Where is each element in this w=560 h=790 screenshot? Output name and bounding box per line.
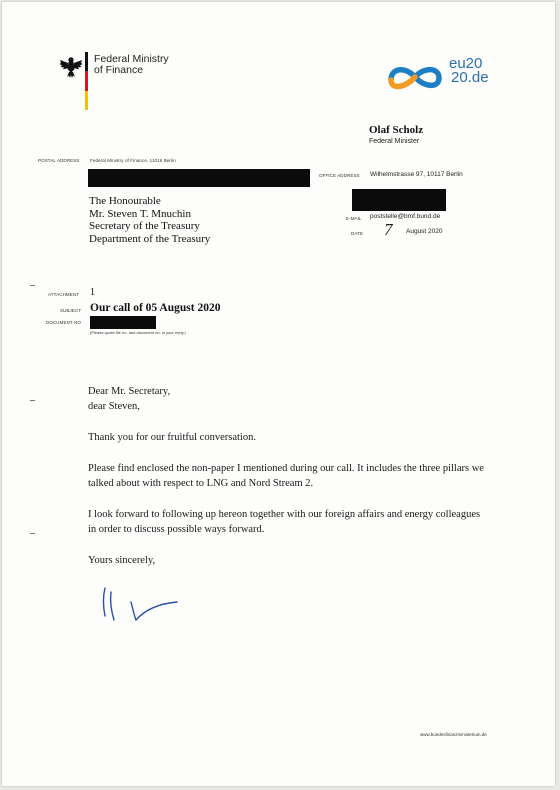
salutation-line2: dear Steven, xyxy=(88,401,140,412)
handwritten-signature xyxy=(97,584,187,626)
attachment-value: 1 xyxy=(90,287,95,298)
office-address-label: OFFICE ADDRESS xyxy=(319,173,360,178)
paragraph-2-line2: talked about with respect to LNG and Nord Stream 2. xyxy=(88,478,314,489)
postal-address-label: POSTAL ADDRESS xyxy=(38,158,80,163)
postal-address-value: Federal Ministry of Finance, 11016 Berlin xyxy=(90,158,176,163)
redaction-bar xyxy=(352,189,446,211)
redaction-bar xyxy=(88,169,310,187)
recipient-line4: Department of the Treasury xyxy=(89,232,211,245)
document-no-note: (Please quote file no. and document no. in your reply.) xyxy=(90,330,186,335)
recipient-line1: The Honourable xyxy=(89,195,161,207)
email-value: poststelle@bmf.bund.de xyxy=(370,213,441,220)
date-label: DATE xyxy=(351,231,364,236)
subject-label: SUBJECT xyxy=(60,308,82,313)
document-no-label: DOCUMENT NO xyxy=(46,320,82,325)
ministry-name-line1: Federal Ministry xyxy=(94,53,169,65)
federal-eagle-icon xyxy=(58,54,84,80)
flag-stripe-red xyxy=(85,71,88,91)
paragraph-2 xyxy=(88,461,484,491)
eu2020-logo-line1: eu20 xyxy=(449,55,483,72)
eu2020-logo-text xyxy=(449,57,489,85)
salutation-line1: Dear Mr. Secretary, xyxy=(88,386,171,397)
eu2020-logo-line2: 20.de xyxy=(451,69,489,86)
paragraph-3-line1: I look forward to following up hereon together with our foreign affairs and energy colleagues xyxy=(88,509,481,520)
salutation xyxy=(88,384,170,414)
date-day-handwritten: 7 xyxy=(384,220,393,239)
letter-page xyxy=(2,2,555,786)
office-address-value: Wilhelmstrasse 97, 10117 Berlin xyxy=(370,171,463,178)
ministry-name xyxy=(94,54,169,76)
fold-mark xyxy=(30,533,35,534)
closing: Yours sincerely, xyxy=(88,555,156,566)
recipient-address xyxy=(89,195,210,245)
attachment-label: ATTACHMENT xyxy=(48,292,80,297)
fold-mark xyxy=(30,400,35,401)
sender-title: Federal Minister xyxy=(369,138,420,145)
footer-website: www.bundesfinanzministerium.de xyxy=(420,732,487,737)
paragraph-1: Thank you for our fruitful conversation. xyxy=(88,432,256,443)
paragraph-3-line2: in order to discuss possible ways forward. xyxy=(88,524,265,535)
flag-stripe-gold xyxy=(85,91,88,110)
paragraph-3 xyxy=(88,507,480,537)
date-value: August 2020 xyxy=(406,228,443,235)
ministry-name-line2: of Finance xyxy=(94,64,144,76)
subject-value: Our call of 05 August 2020 xyxy=(90,302,221,314)
recipient-line2: Mr. Steven T. Mnuchin xyxy=(89,207,191,220)
eu2020-logo-icon xyxy=(385,58,445,96)
email-label: E-MAIL xyxy=(346,216,362,221)
redaction-bar xyxy=(90,316,156,329)
fold-mark xyxy=(30,285,35,286)
paragraph-2-line1: Please find enclosed the non-paper I mentioned during our call. It includes the three pillars we xyxy=(88,463,484,474)
sender-name: Olaf Scholz xyxy=(369,124,424,136)
flag-stripe-black xyxy=(85,52,88,71)
german-flag-bar xyxy=(85,52,88,110)
recipient-line3: Secretary of the Treasury xyxy=(89,220,200,232)
